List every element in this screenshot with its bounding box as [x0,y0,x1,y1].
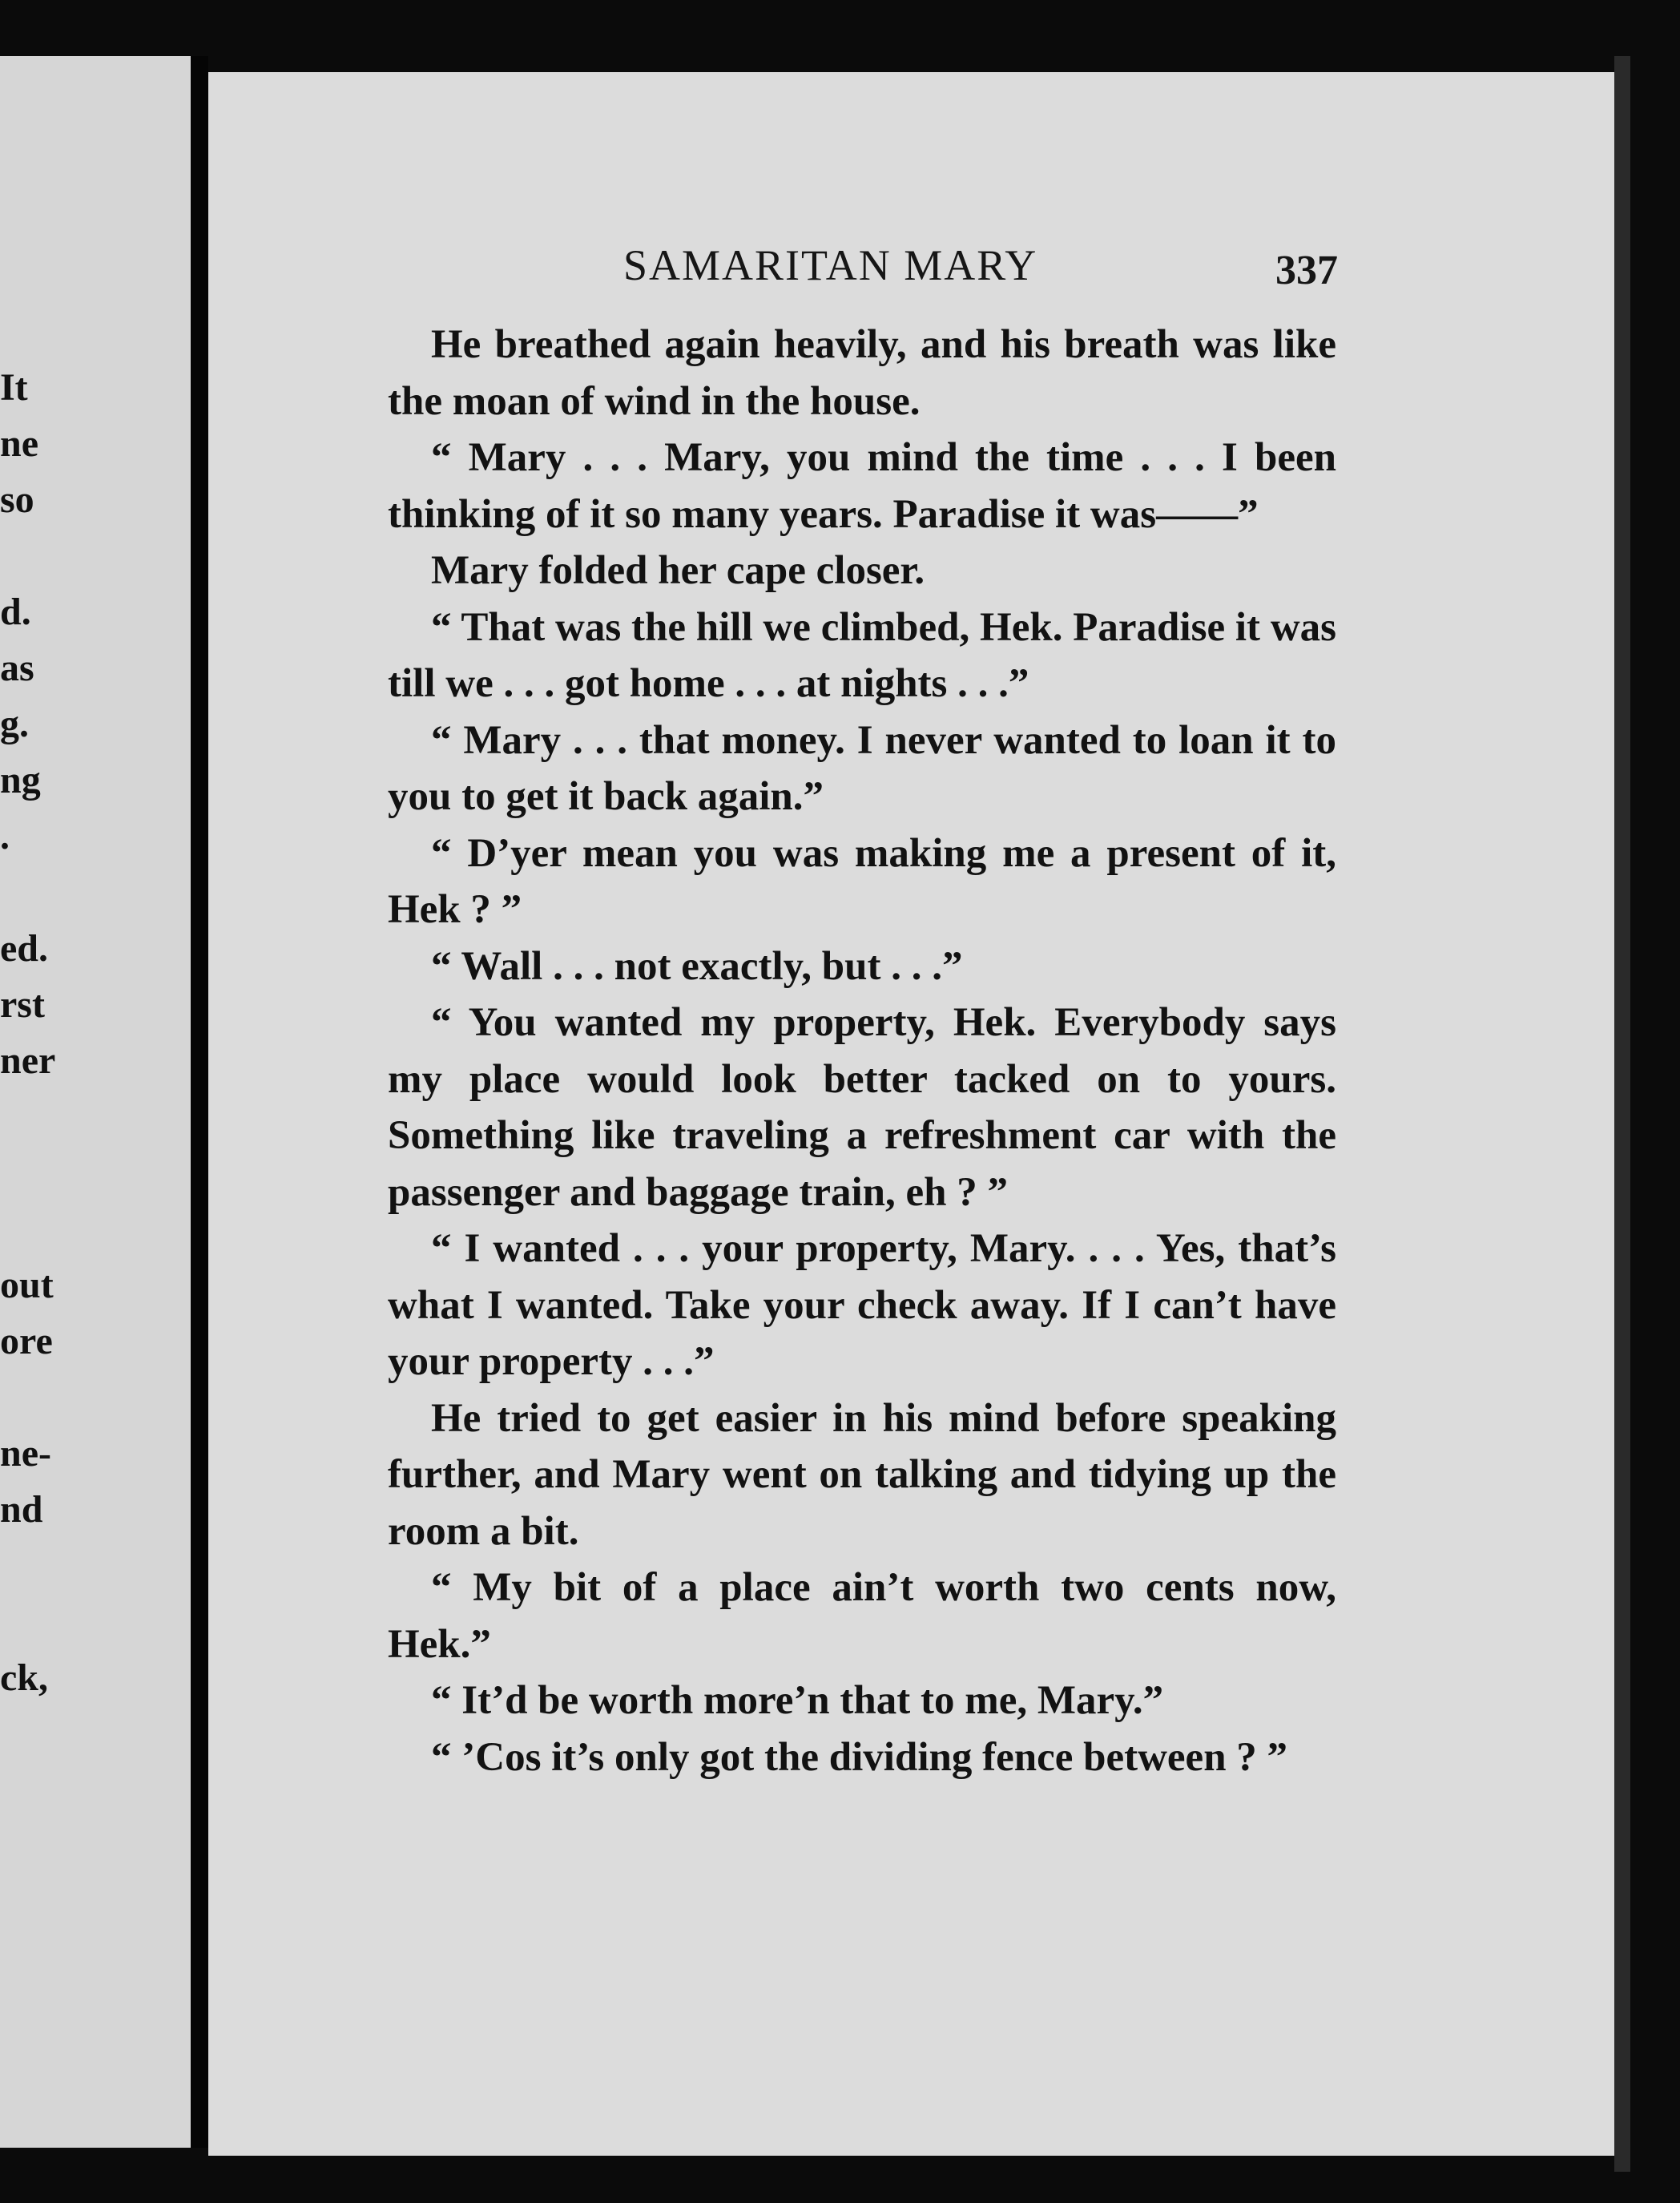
fragment: out [0,1264,54,1306]
fragment [0,1210,56,1266]
paragraph: “ ’Cos it’s only got the dividing fence between ? ” [431,1734,1288,1780]
fragment: as [0,647,34,689]
book-spine-gutter [191,56,208,2148]
fragment: rst [0,983,45,1026]
fragment [0,1603,56,1659]
facing-page-left [0,56,191,2148]
fragment: ne [0,422,38,465]
page-header [385,240,1338,305]
paragraph: “ My bit of a place ain’t worth two cents now, Hek.” [388,1565,1336,1667]
running-head: SAMARITAN MARY [623,241,1038,289]
paragraph: “ You wanted my property, Hek. Everybody says my place would look better tacked on to yours. Something like traveling a refreshment car with the passenger and baggage train, eh ? ” [388,1000,1336,1215]
fragment: nd [0,1488,43,1531]
fragment: ne- [0,1432,51,1475]
page-number: 337 [1275,248,1338,293]
fragment [0,537,56,593]
paragraph: He tried to get easier in his mind before speaking further, and Mary went on talking and tidying up the room a bit. [388,1395,1336,1554]
paragraph: “ I wanted . . . your property, Mary. . . . Yes, that’s what I wanted. Take your check away. If I can’t have your property . . .” [388,1226,1336,1384]
page-body [388,317,1336,1785]
fragment [0,1378,56,1434]
paragraph: Mary folded her cape closer. [431,548,925,593]
fragment [0,874,56,930]
fragment: d. [0,591,31,633]
fragment: ore [0,1320,53,1362]
fragment: g. [0,703,29,745]
facing-page-text-fragments [0,366,56,1715]
paragraph: “ That was the hill we climbed, Hek. Paradise it was till we . . . got home . . . at nights . . .” [388,604,1336,706]
paragraph: He breathed again heavily, and his breath was like the moan of wind in the house. [388,322,1336,424]
fragment [0,1154,56,1210]
fragment: ed. [0,927,48,970]
paragraph: “ Wall . . . not exactly, but . . .” [431,943,963,989]
paragraph: “ Mary . . . Mary, you mind the time . . . I been thinking of it so many years. Paradise it was——” [388,435,1336,537]
fragment: ner [0,1039,56,1082]
fragment [0,1547,56,1603]
fragment [0,1098,56,1154]
paragraph: “ D’yer mean you was making me a present of it, Hek ? ” [388,830,1336,932]
fragment: so [0,478,34,521]
page-edge-shadow [1614,56,1630,2172]
fragment: ck, [0,1656,48,1699]
fragment: . [0,815,10,857]
fragment: ng [0,759,41,801]
paragraph: “ It’d be worth more’n that to me, Mary.” [431,1678,1164,1723]
paragraph: “ Mary . . . that money. I never wanted to loan it to you to get it back again.” [388,717,1336,819]
fragment: It [0,366,28,409]
